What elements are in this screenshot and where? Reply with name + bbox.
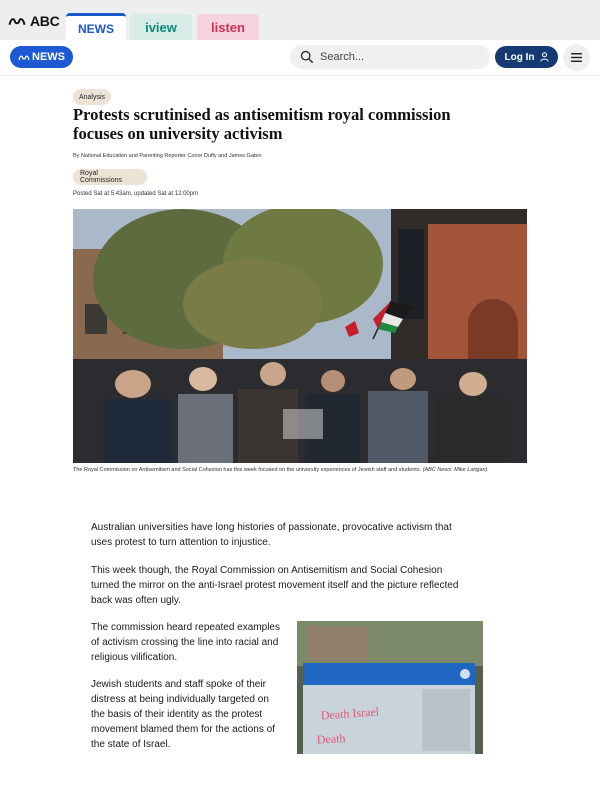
caption-text: The Royal Commission on Antisemitism and Social Cohesion has this week focused on the university experiences of Jewish staff and students. xyxy=(73,467,422,473)
abc-logo-icon xyxy=(18,53,30,62)
news-button-label: NEWS xyxy=(32,51,65,63)
login-label: Log In xyxy=(504,51,535,63)
abc-news-home-button[interactable] xyxy=(10,46,73,68)
hamburger-icon xyxy=(571,53,582,62)
topic-tag-royal-commissions[interactable]: Royal Commissions xyxy=(73,169,147,185)
article-paragraph: The commission heard repeated examples of activism crossing the line into racial and religious vilification. xyxy=(91,622,280,663)
search-bar[interactable] xyxy=(290,45,490,69)
inline-image-graffiti-sign xyxy=(297,621,483,754)
article-paragraph: Jewish students and staff spoke of their distress at being individually targeted on the basis of their identity as the protest movement blamed them for the actions of the state of Israel. xyxy=(91,679,275,750)
article-headline: Protests scrutinised as antisemitism royal commission focuses on university activism xyxy=(73,105,451,143)
image-caption xyxy=(73,466,527,474)
network-bar xyxy=(0,0,600,40)
abc-logo-icon xyxy=(8,15,26,27)
abc-home-link[interactable] xyxy=(8,13,59,29)
graffiti-text-line-2: Death xyxy=(316,731,346,747)
article-paragraph: This week though, the Royal Commission on Antisemitism and Social Cohesion turned the mirror on the anti-Israel protest movement itself and the picture reflected back was often ugly. xyxy=(91,565,459,606)
user-icon xyxy=(540,52,549,62)
news-header xyxy=(0,40,600,76)
tab-listen[interactable]: listen xyxy=(197,14,259,40)
search-input[interactable] xyxy=(320,51,470,63)
analysis-tag[interactable]: Analysis xyxy=(73,89,111,105)
menu-button[interactable] xyxy=(563,44,590,71)
graffiti-text-line-1: Death Israel xyxy=(320,704,380,723)
posted-timestamp: Posted Sat at 5:43am, updated Sat at 12:00pm xyxy=(73,191,199,197)
login-button[interactable] xyxy=(495,46,558,68)
hero-image xyxy=(73,209,527,463)
tab-iview[interactable]: iview xyxy=(130,14,192,40)
article-byline: By National Education and Parenting Reporter Conor Duffy and James Gaten xyxy=(73,153,262,159)
caption-credit: (ABC News: Mike Lorigan) xyxy=(422,467,488,473)
article-paragraph: Australian universities have long histories of passionate, provocative activism that uses protest to turn attention to injustice. xyxy=(91,522,452,548)
abc-brand-label: ABC xyxy=(30,13,60,29)
tab-news[interactable]: NEWS xyxy=(66,13,126,41)
search-icon xyxy=(300,50,314,64)
